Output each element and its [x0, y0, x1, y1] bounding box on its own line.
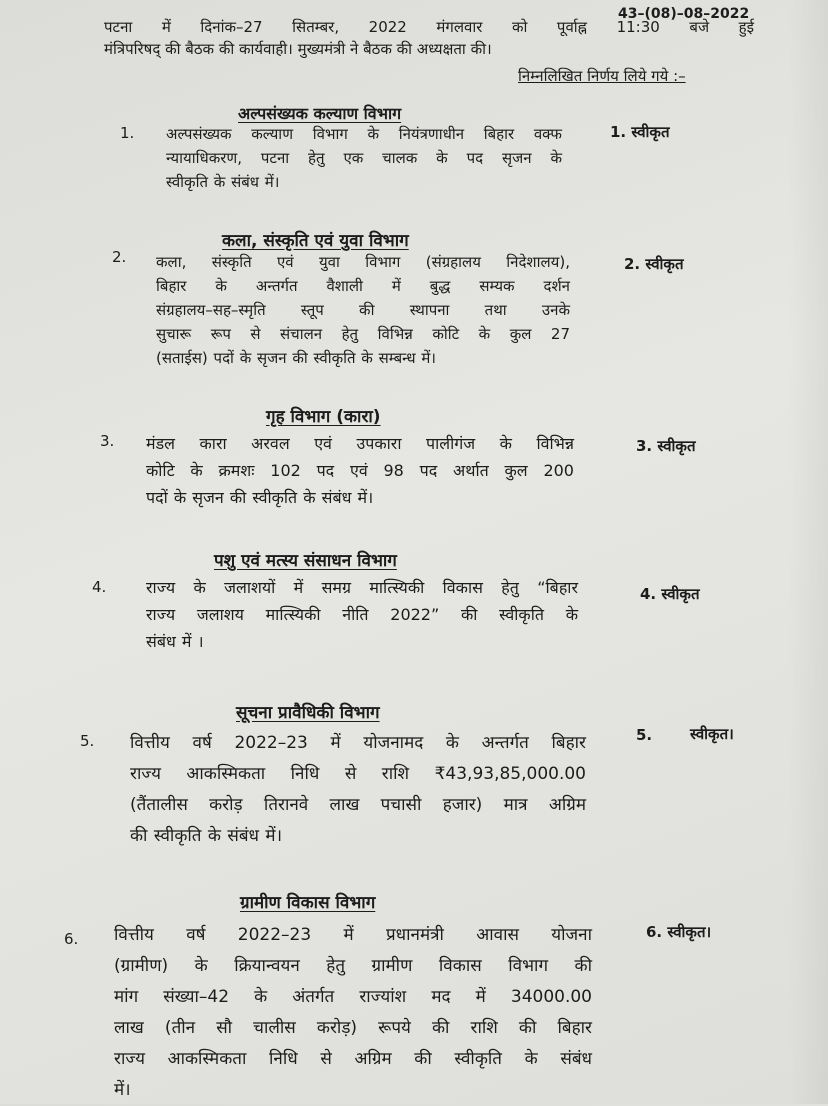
description-line: कोटि के क्रमशः 102 पद एवं 98 पद अर्थात कुल 200 [146, 461, 574, 480]
decision-status: स्वीकृत। [690, 725, 734, 743]
item-description [146, 430, 574, 511]
description-line: संग्रहालय–सह–स्मृति स्तूप की स्थापना तथा उनके [156, 301, 570, 319]
description-line: राज्य आकस्मिकता निधि से राशि ₹43,93,85,000.00 [130, 764, 586, 784]
intro-line-1: पटना में दिनांक–27 सितम्बर, 2022 मंगलवार को पूर्वाह्न 11:30 बजे हुई [104, 18, 754, 36]
item-description [130, 728, 586, 852]
intro-line-2: मंत्रिपरिषद् की बैठक की कार्यवाही। मुख्यमंत्री ने बैठक की अध्यक्षता की। [104, 40, 492, 58]
item-description [114, 920, 592, 1106]
description-line: (तैंतालीस करोड़ तिरानवे लाख पचासी हजार) मात्र अग्रिम [130, 795, 586, 815]
item-description [146, 574, 578, 655]
description-line: मांग संख्या–42 के अंतर्गत राज्यांश मद में 34000.00 [114, 987, 592, 1007]
section-heading-art-culture-youth: कला, संस्कृति एवं युवा विभाग [222, 231, 409, 251]
description-line: की स्वीकृति के संबंध में। [130, 826, 283, 846]
description-line: राज्य आकस्मिकता निधि से अग्रिम की स्वीकृति के संबंध [114, 1049, 592, 1069]
description-line: कला, संस्कृति एवं युवा विभाग (संग्रहालय निदेशालय), [156, 253, 570, 271]
section-heading-information-technology: सूचना प्रावैधिकी विभाग [236, 703, 380, 723]
meeting-intro [104, 16, 754, 60]
section-heading-minority-welfare: अल्पसंख्यक कल्याण विभाग [238, 104, 402, 123]
description-line: (सताईस) पदों के सृजन की स्वीकृति के सम्बन्ध में। [156, 349, 436, 367]
description-line: (ग्रामीण) के क्रियान्वयन हेतु ग्रामीण विकास विभाग की [114, 956, 592, 976]
item-number: 2. [112, 248, 127, 266]
decision-status: 6. स्वीकृत। [646, 923, 712, 941]
decisions-label: निम्नलिखित निर्णय लिये गये :– [518, 67, 686, 85]
decision-status-number: 5. [636, 726, 653, 744]
description-line: वित्तीय वर्ष 2022–23 में योजनामद के अन्तर्गत बिहार [130, 733, 586, 753]
description-line: अल्पसंख्यक कल्याण विभाग के नियंत्रणाधीन बिहार वक्फ [166, 125, 562, 143]
description-line: लाख (तीन सौ चालीस करोड़) रूपये की राशि की बिहार [114, 1018, 592, 1038]
description-line: न्यायाधिकरण, पटना हेतु एक चालक के पद सृजन के [166, 149, 562, 167]
description-line: राज्य के जलाशयों में समग्र मात्स्यिकी विकास हेतु “बिहार [146, 578, 578, 597]
description-line: बिहार के अन्तर्गत वैशाली में बुद्ध सम्यक दर्शन [156, 277, 570, 295]
decision-status: 1. स्वीकृत [610, 123, 670, 141]
section-heading-animal-fisheries: पशु एवं मत्स्य संसाधन विभाग [214, 551, 397, 571]
item-number: 4. [92, 578, 107, 596]
section-heading-rural-development: ग्रामीण विकास विभाग [240, 893, 376, 913]
section-heading-home-prisons: गृह विभाग (कारा) [266, 407, 381, 427]
decision-status: 4. स्वीकृत [640, 585, 700, 603]
description-line: पदों के सृजन की स्वीकृति के संबंध में। [146, 488, 374, 507]
document-number: 43–(08)–08–2022 [618, 6, 750, 22]
item-number: 1. [120, 124, 135, 142]
description-line: मंडल कारा अरवल एवं उपकारा पालीगंज के विभिन्न [146, 434, 574, 453]
description-line: स्वीकृति के संबंध में। [166, 173, 280, 191]
item-number: 3. [100, 432, 115, 450]
description-line: सुचारू रूप से संचालन हेतु विभिन्न कोटि के कुल 27 [156, 325, 570, 343]
item-description [166, 122, 562, 194]
description-line: संबंध में । [146, 632, 204, 651]
description-line: में। [114, 1080, 131, 1100]
description-line: वित्तीय वर्ष 2022–23 में प्रधानमंत्री आवास योजना [114, 925, 592, 945]
decision-status: 2. स्वीकृत [624, 255, 684, 273]
item-description [156, 250, 570, 370]
item-number: 5. [80, 732, 95, 750]
item-number: 6. [64, 930, 79, 948]
paper-shadow [788, 0, 828, 1104]
decision-status: 3. स्वीकृत [636, 437, 696, 455]
description-line: राज्य जलाशय मात्स्यिकी नीति 2022” की स्वीकृति के [146, 605, 578, 624]
